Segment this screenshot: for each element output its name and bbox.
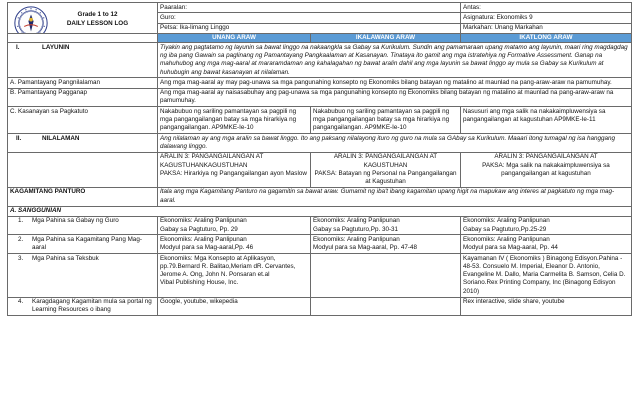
reference-label-cell-2: [8, 235, 158, 254]
reference-cell: Google, youtube, wikepedia: [158, 297, 311, 316]
kasanayan-label: C. Kasanayan sa Pagkatuto: [8, 107, 158, 134]
reference-label-cell-4: [8, 297, 158, 316]
reference-row-2: [8, 235, 632, 254]
reference-cell: Ekonomiks: Araling Panlipunan Modyul para sa Mag-aaral, Pp. 47-48: [311, 235, 461, 254]
reference-cell: [311, 297, 461, 316]
kasanayan-row: [8, 107, 632, 134]
kagamitan-label: KAGAMITANG PANTURO: [8, 187, 158, 206]
layunin-label-cell: [8, 43, 158, 78]
aralin-row: [8, 152, 632, 187]
log-title: DAILY LESSON LOG: [66, 20, 129, 28]
reference-number: 3.: [18, 254, 24, 262]
kagamitan-row: [8, 187, 632, 206]
day-header-1: UNANG ARAW: [158, 33, 311, 42]
reference-cell: [311, 254, 461, 297]
aralin-day-1: ARALIN 3: PANGANGAILANGAN AT KAGUSTUHANKAGUSTUHAN PAKSA: Hirarkiya ng Pangangailangan ayon Maslow: [158, 152, 311, 187]
daily-lesson-log-table: [7, 2, 632, 316]
day-header-row: [8, 33, 632, 42]
reference-number: 2.: [18, 235, 24, 243]
aralin-spacer: [8, 152, 158, 187]
pagganap-label: B. Pamantayang Pagganap: [8, 88, 158, 107]
reference-cell: Ekonomiks: Araling Panlipunan Gabay sa Pagtuturo,Pp.25-29: [461, 216, 632, 235]
day-header-2: IKALAWANG ARAW: [311, 33, 461, 42]
antas-field: Antas:: [461, 3, 632, 13]
deped-seal-icon: [14, 6, 48, 33]
reference-row-1: [8, 216, 632, 235]
reference-row-4: [8, 297, 632, 316]
reference-cell: Kayamanan IV ( Ekonomiks ) Binagong Edisyon.Pahina - 48-53. Consuelo M. Imperial, Eleanor D. Antonio, Evangeline M. Dallo, Maria Carmelita B. Samson, Celia D. Soriano.Rex Printing Company, Inc (Binagong Edisyon 2010): [461, 254, 632, 297]
day-header-3: IKATLONG ARAW: [461, 33, 632, 42]
pagganap-text: Ang mga mag-aaral ay naisasabuhay ang pag-unawa sa mga pangunahing konsepto ng Ekonomiks bilang batayan ng matalino at maunlad na pang-araw-araw na pamumuhay.: [158, 88, 632, 107]
reference-label-cell-3: [8, 254, 158, 297]
layunin-row: [8, 43, 632, 78]
paaralan-field: Paaralan:: [158, 3, 461, 13]
petsa-field: Petsa: Ika-limang Linggo: [158, 23, 461, 33]
reference-label: Mga Pahina sa Gabay ng Guro: [32, 217, 119, 225]
layunin-label: LAYUNIN: [42, 43, 70, 51]
reference-label-cell-1: [8, 216, 158, 235]
reference-number: 4.: [18, 298, 24, 305]
reference-cell: Rex interactive, slide share, youtube: [461, 297, 632, 316]
nilalaman-text: Ang nilalaman ay ang mga aralin sa bawat linggo. Ito ang paksang nilalayong ituro ng guro na mula sa GAbay sa Kurikulum. Maaari itong tumagal ng isa hanggang dalawang linggo.: [158, 134, 632, 153]
reference-label: Karagdagang Kagamitan mula sa portal ng Learning Resources o ibang: [32, 298, 152, 314]
pangnilalaman-row: [8, 78, 632, 88]
reference-cell: Ekonomiks: Araling Panlipunan Gabay sa Pagtuturo, Pp. 29: [158, 216, 311, 235]
kasanayan-day-3: Nasusuri ang mga salik na nakakaimpluwensiya sa pangangailangan at kagustuhan AP9MKE-Ie-11: [461, 107, 632, 134]
kasanayan-day-1: Nakabubuo ng sariling pamantayan sa pagpili ng mga pangangailangan batay sa mga hirarkiya ng pangangailangan. AP9MKE-Ie-10: [158, 107, 311, 134]
reference-number: 1.: [18, 217, 24, 225]
reference-cell: Ekonomiks: Araling Panlipunan Modyul para sa Mag-aaral, Pp. 44: [461, 235, 632, 254]
asignatura-field: Asignatura: Ekonomiks 9: [461, 13, 632, 23]
sanggunian-row: [8, 206, 632, 216]
markahan-field: Markahan: Unang Markahan: [461, 23, 632, 33]
kagamitan-text: Itala ang mga Kagamitang Panturo na gagamitin sa bawat araw. Gumamit ng iba't ibang kagamitan upang higit na mapukaw ang interes at pagkatuto ng mga mag-aaral.: [158, 187, 632, 206]
layunin-number: I.: [16, 43, 20, 51]
day-header-spacer: [8, 33, 158, 42]
header-row-paaralan: [8, 3, 632, 13]
guro-field: Guro:: [158, 13, 461, 23]
grade-level: Grade 1 to 12: [77, 10, 118, 18]
nilalaman-number: II.: [16, 134, 22, 142]
kasanayan-day-2: Nakabubuo ng sariling pamantayan sa pagpili ng mga pangangailangan batay sa mga hirarkiya ng pangangailangan. AP9MKE-Ie-10: [311, 107, 461, 134]
aralin-day-2: ARALIN 3: PANGANGAILANGAN AT KAGUSTUHAN PAKSA: Batayan ng Personal na Pangangailangan at Kagustuhan: [311, 152, 461, 187]
reference-cell: Ekonomiks: Araling Panlipunan Gabay sa Pagtuturo,Pp. 30-31: [311, 216, 461, 235]
aralin-day-3: ARALIN 3: PANGANGAILANGAN AT PAKSA: Mga salik na nakakaimpluwensiya sa pangangailangan at kagustuhan: [461, 152, 632, 187]
logo-grade-cell: [8, 3, 158, 34]
reference-label: Mga Pahina sa Teksbuk: [32, 254, 99, 262]
nilalaman-row: [8, 134, 632, 153]
reference-row-3: [8, 254, 632, 297]
reference-cell: Ekonomiks: Araling Panlipunan Modyul para sa Mag-aaral,Pp. 46: [158, 235, 311, 254]
layunin-text: Tiyakin ang pagtatamo ng layunin sa bawat linggo na nakaangkla sa Gabay sa Kurikulum. Sundin ang pamamaraan upang matamo ang layunin, maari ring magdagdag ng iba pang Gawain sa paglinang ng Pamantayang Pangkaalaman at Kasanayan. Tinataya ito gamit ang mga istratehiya ng Formative Assessment. Ganap na mahuhubog ang mga mag-aaral at mararamdaman ang kahalagahan ng bawat aralin dahil ang mga layunin sa bawat linggo ay mula sa Gabay sa Kurikulum at huhubugin ang bawat kasanayan at nilalaman.: [158, 43, 632, 78]
pangnilalaman-label: A. Pamantayang Pangnilalaman: [8, 78, 158, 88]
nilalaman-label-cell: [8, 134, 158, 153]
nilalaman-label: NILALAMAN: [42, 134, 80, 142]
reference-label: Mga Pahina sa Kagamitang Pang Mag-aaral: [32, 235, 142, 252]
sanggunian-label: A. SANGGUNIAN: [8, 206, 632, 216]
pangnilalaman-text: Ang mga mag-aaral ay may pag-unawa sa mga pangunahing konsepto ng Ekonomiks bilang batayan ng matalino at maunlad na pang-araw-araw na pamumuhay.: [158, 78, 632, 88]
reference-cell: Ekonomiks: Mga Konsepto at Aplikasyon, pp.79.Bernard R. Balitao,Meriam dR. Cervantes, Jerome A. Ong, John N. Ponsaran et.al Vibal Publishing House, Inc.: [158, 254, 311, 297]
pagganap-row: [8, 88, 632, 107]
